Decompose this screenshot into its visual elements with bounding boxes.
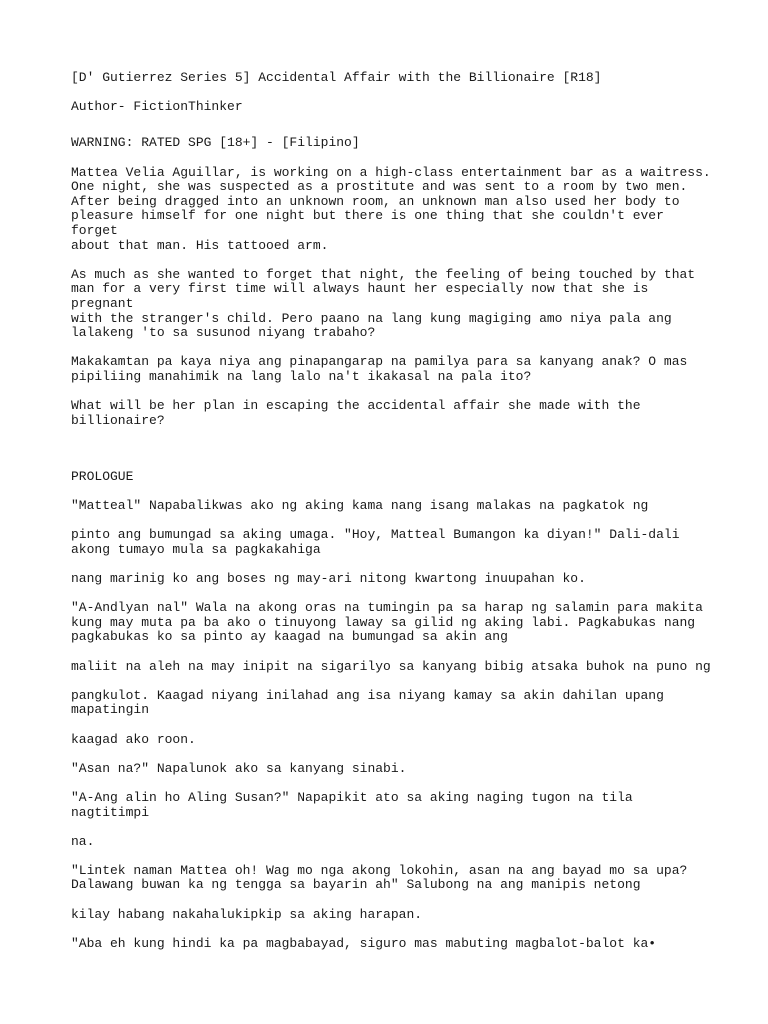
- prologue-paragraph: "A-Andlyan nal" Wala na akong oras na tumingin pa sa harap ng salamin para makita kung may muta pa ba ako o tinuyong laway sa gilid ng aking labi. Pagkabukas nang pagkabukas ko sa pinto ay kaagad na bumungad sa akin ang: [71, 600, 703, 645]
- synopsis-paragraph: Makakamtan pa kaya niya ang pinapangarap na pamilya para sa kanyang anak? O mas pipiliing manahimik na lang lalo na't ikakasal na pala ito?: [71, 354, 688, 384]
- prologue-paragraph: na.: [71, 833, 95, 849]
- prologue-paragraph: kaagad ako roon.: [71, 731, 196, 747]
- synopsis-paragraph: As much as she wanted to forget that night, the feeling of being touched by that man for a very first time will always haunt her especially now that she is pregnant with the stranger's child. Pero paano na lang kung magiging amo niya pala ang lalakeng 'to sa susunod niyang trabaho?: [71, 266, 696, 341]
- prologue-paragraph: pinto ang bumungad sa aking umaga. "Hoy, Matteal Bumangon ka diyan!" Dali-dali akong tumayo mula sa pagkakahiga: [71, 527, 680, 557]
- document-title: [D' Gutierrez Series 5] Accidental Affair with the Billionaire [R18]: [71, 70, 602, 85]
- prologue-paragraph: "Matteal" Napabalikwas ako ng aking kama nang isang malakas na pagkatok ng: [71, 498, 649, 514]
- synopsis-paragraph: What will be her plan in escaping the accidental affair she made with the billionaire?: [71, 398, 641, 428]
- prologue-paragraph: pangkulot. Kaagad niyang inilahad ang isa niyang kamay sa akin dahilan upang mapatingin: [71, 687, 664, 718]
- spacer: [71, 443, 711, 470]
- prologue-paragraph: "Lintek naman Mattea oh! Wag mo nga akong lokohin, asan na ang bayad mo sa upa? Dalawang buwan ka ng tengga sa bayarin ah" Salubong na ang manipis netong: [71, 862, 688, 893]
- prologue-paragraph: kilay habang nakahalukipkip sa aking harapan.: [71, 906, 423, 922]
- prologue-paragraph: "Aba eh kung hindi ka pa magbabayad, siguro mas mabuting magbalot-balot ka•: [71, 935, 657, 951]
- document-author: Author- FictionThinker: [71, 99, 243, 115]
- prologue-paragraph: nang marinig ko ang boses ng may-ari nitong kwartong inuupahan ko.: [71, 571, 586, 586]
- prologue-paragraph: maliit na aleh na may inipit na sigarilyo sa kanyang bibig atsaka buhok na puno ng: [71, 658, 711, 674]
- prologue-paragraph: "A-Ang alin ho Aling Susan?" Napapikit ato sa aking naging tugon na tila nagtitimpi: [71, 789, 641, 820]
- prologue-heading: PROLOGUE: [71, 468, 134, 484]
- prologue-paragraph: "Asan na?" Napalunok ako sa kanyang sinabi.: [71, 760, 407, 776]
- synopsis-paragraph: Mattea Velia Aguillar, is working on a high-class entertainment bar as a waitress. One night, she was suspected as a prostitute and was sent to a room by two men. After being dragged into an unknown room, an unknown man also used her body to pleasure himself for one night but there is one thing that she couldn't ever forget about that man. His tattooed arm.: [71, 164, 711, 253]
- document-page: [71, 71, 711, 966]
- rating-warning: WARNING: RATED SPG [18+] - [Filipino]: [71, 135, 360, 151]
